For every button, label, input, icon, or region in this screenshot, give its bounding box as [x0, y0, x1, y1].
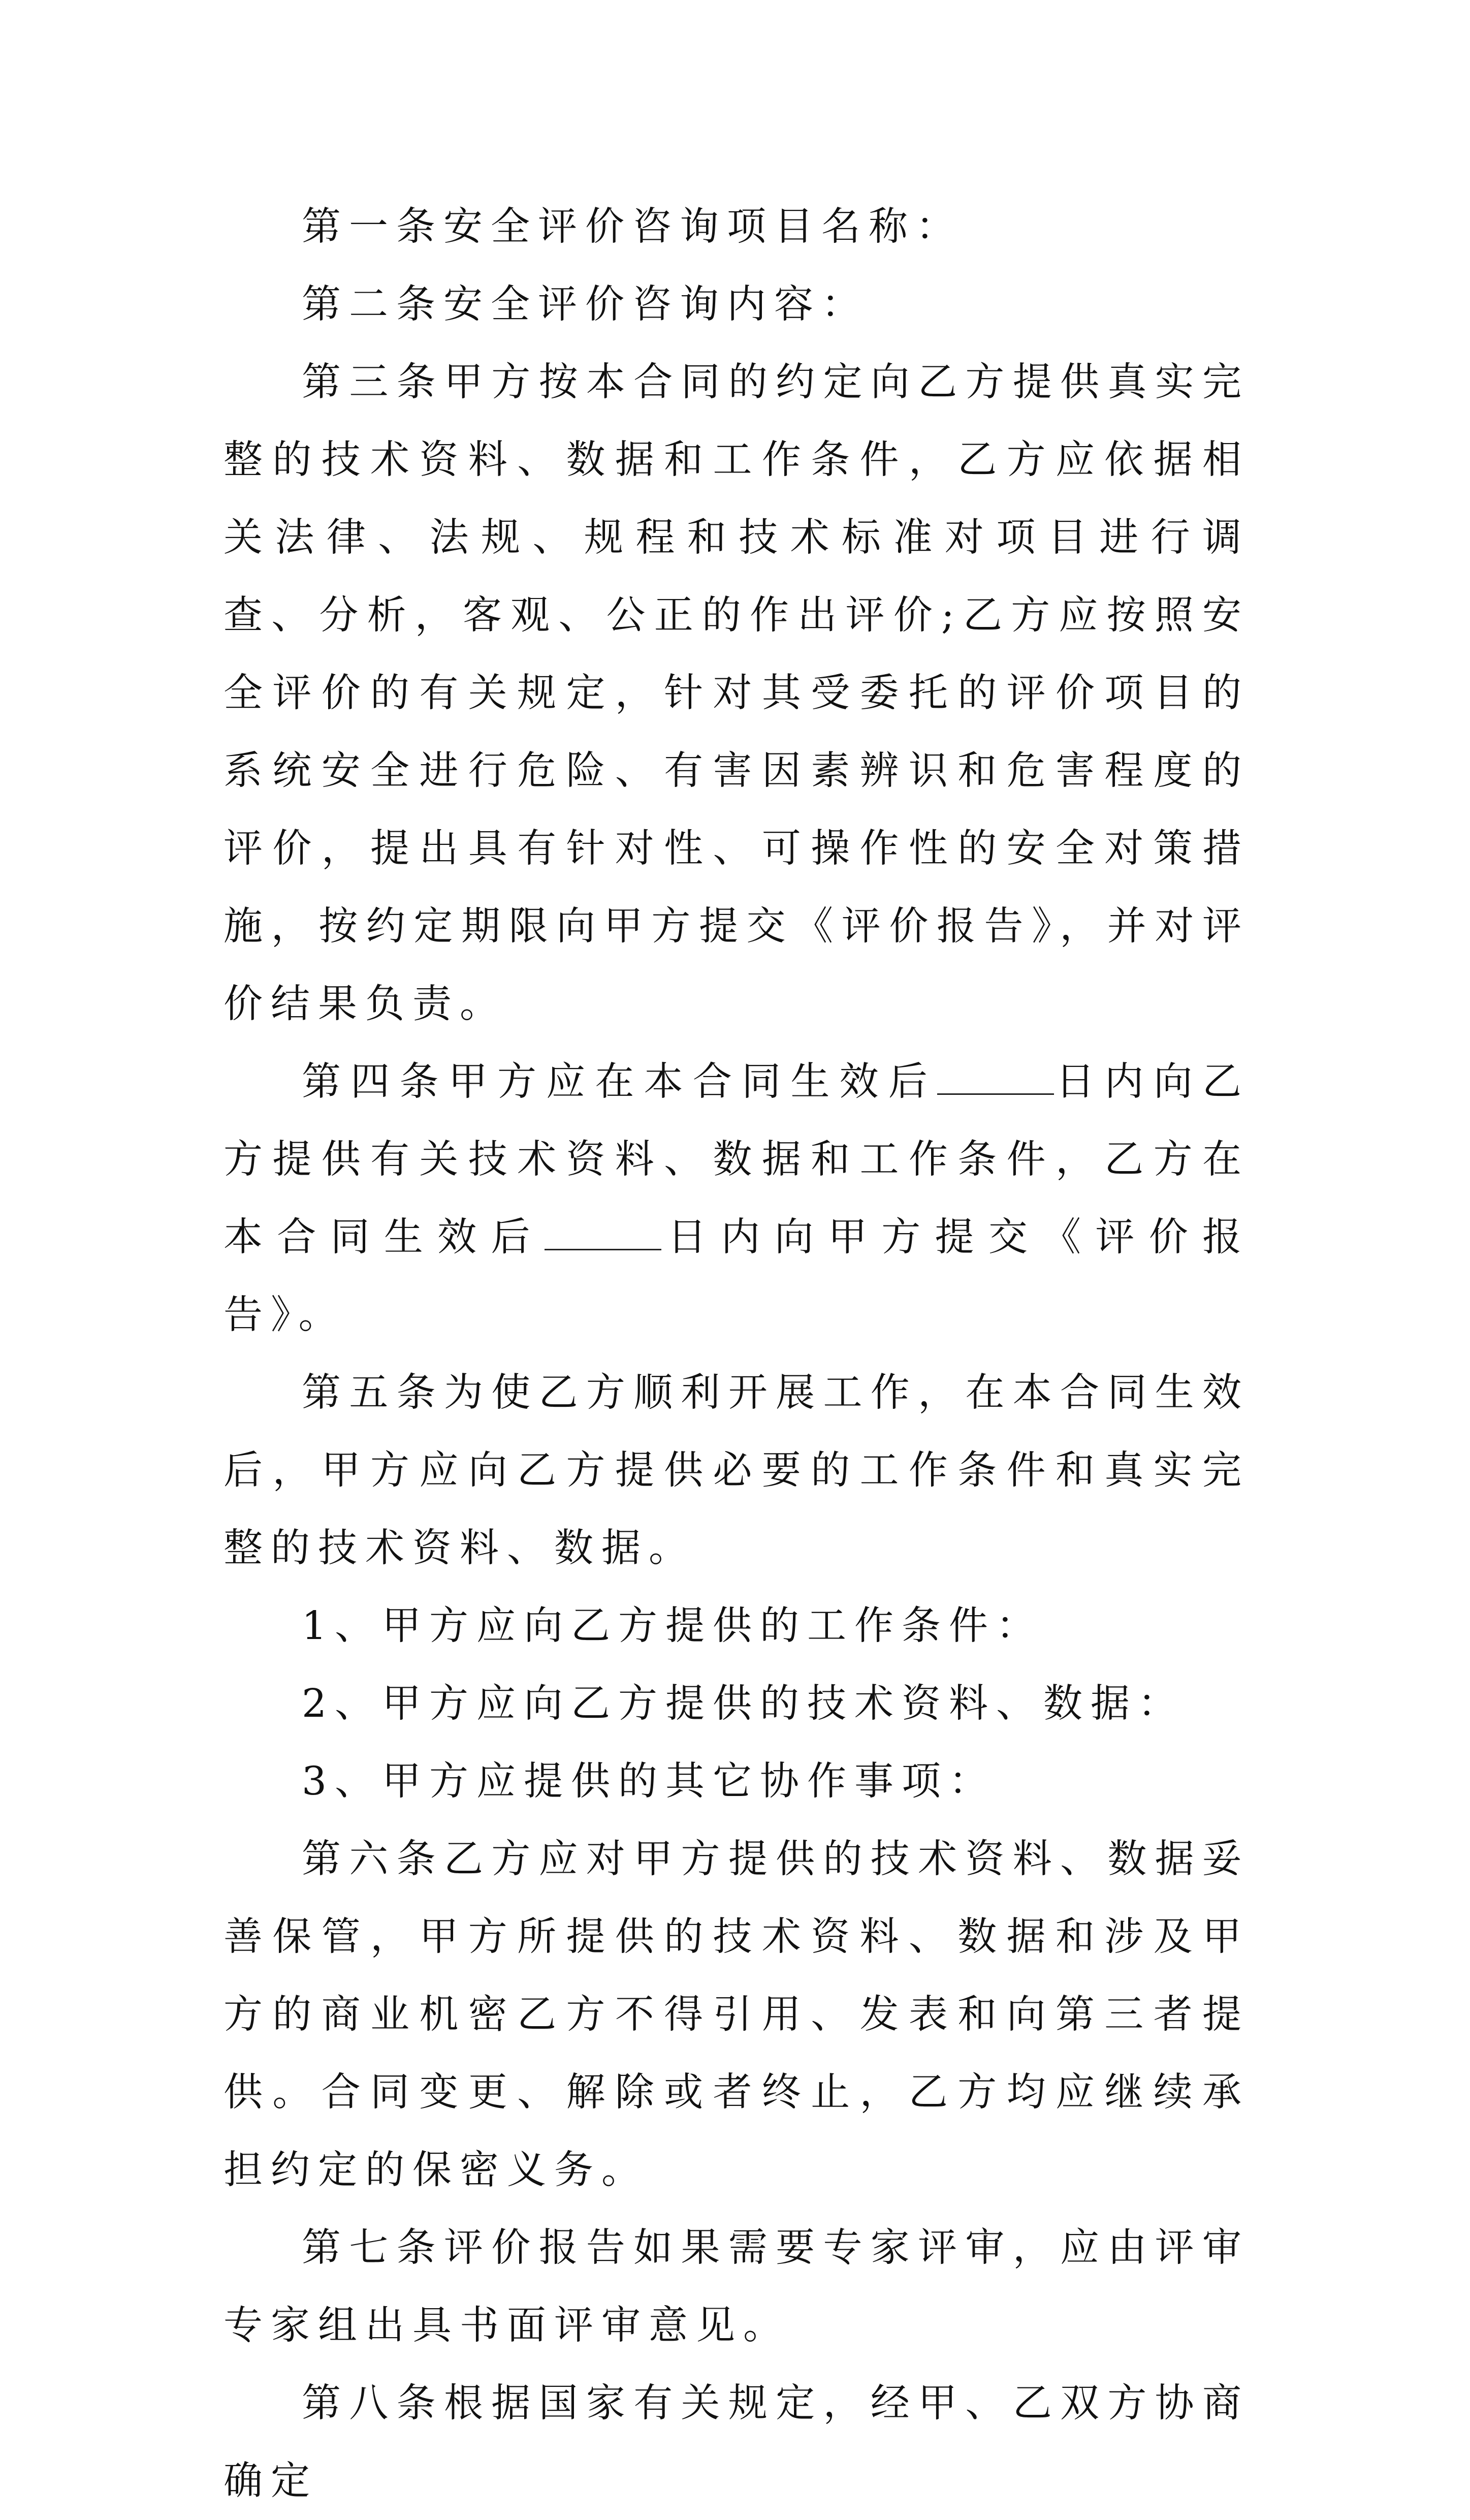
clause-7-expert-review: 第七条评价报告如果需要专家评审，应由评审专家组出具书面评审意见。	[223, 2225, 1250, 2348]
clause-4-deadlines	[223, 1043, 1250, 1354]
fill-in-blank-days-2[interactable]	[545, 1218, 661, 1250]
document-body	[223, 188, 1250, 2520]
clause-6-confidentiality: 第六条乙方应对甲方提供的技术资料、数据妥善保管，甲方所提供的技术资料、数据和涉及甲方的商业机密乙方不得引用、发表和向第三者提供。合同变更、解除或者终止，乙方均应继续承担约定的保密义务。	[223, 1837, 1250, 2193]
clause-1-project-name: 第一条安全评价咨询项目名称：	[302, 204, 963, 249]
clause-8-fees: 第八条根据国家有关规定，经甲、乙双方协商确定	[223, 2381, 1250, 2504]
clause-4-text-c: 日内向甲方提交《评价报告》。	[223, 1215, 1250, 1338]
clause-4-text-b: 日内向乙方提供有关技术资料、数据和工作条件，乙方在本合同生效后	[223, 1059, 1250, 1260]
list-item-2: 2、甲方应向乙方提供的技术资料、数据：	[302, 1681, 1185, 1726]
clause-5-work-conditions: 第五条为使乙方顺利开展工作，在本合同生效后，甲方应向乙方提供必要的工作条件和真实完整的技术资料、数据。	[223, 1370, 1250, 1571]
clause-4-text-a: 第四条甲方应在本合同生效后	[302, 1059, 938, 1105]
list-item-3: 3、甲方应提供的其它协作事项：	[302, 1759, 996, 1804]
fill-in-blank-days-1[interactable]	[937, 1063, 1054, 1095]
list-item-1: 1、甲方应向乙方提供的工作条件：	[302, 1603, 1043, 1649]
clause-2-consulting-content: 第二条安全评价咨询内容：	[302, 282, 869, 327]
clause-3-obligations: 第三条甲方按本合同的约定向乙方提供真实完整的技术资料、数据和工作条件，乙方应依据相关法律、法规、规程和技术标准对项目进行调查、分析，客观、公正的作出评价;乙方应按照安全评价的有关规定，针对其受委托的评价项目的系统安全进行危险、有害因素辨识和危害程度的评价，提出具有针对性、可操作性的安全对策措施，按约定期限向甲方提交《评价报告》，并对评价结果负责。	[223, 360, 1250, 1027]
